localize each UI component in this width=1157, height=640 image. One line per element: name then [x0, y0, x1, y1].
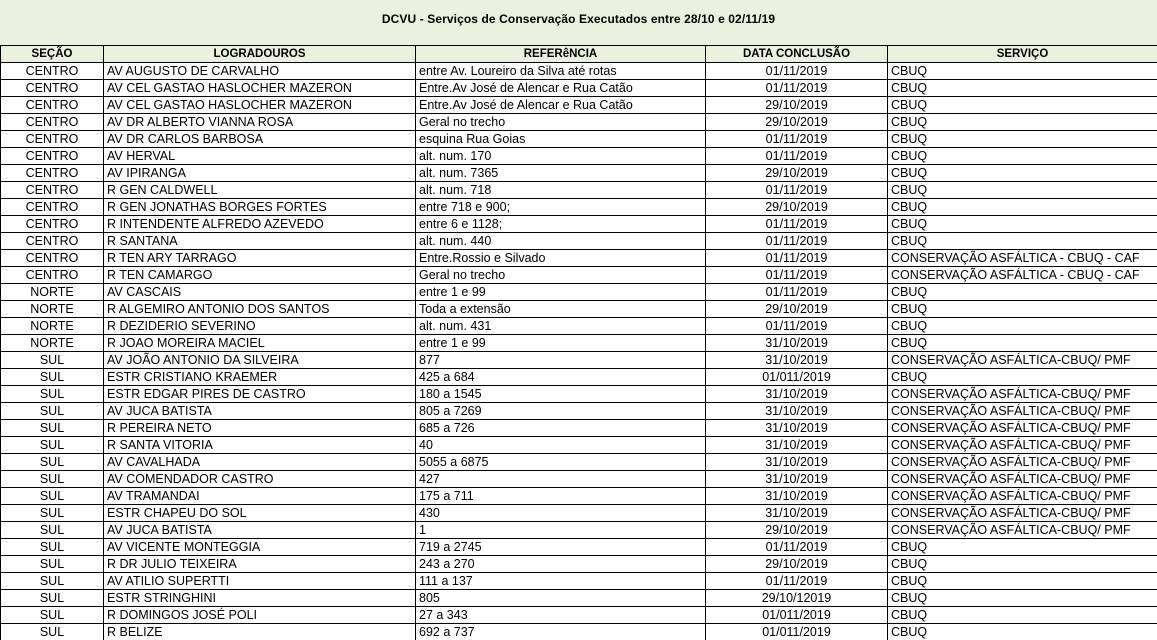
cell-data-conclusao: 01/11/2019: [706, 182, 888, 199]
cell-logradouros: AV CEL GASTAO HASLOCHER MAZERON: [104, 97, 416, 114]
cell-data-conclusao: 29/10/2019: [706, 199, 888, 216]
cell-servico: CBUQ: [888, 318, 1157, 335]
table-row: [1, 420, 1157, 437]
cell-secao: SUL: [1, 386, 104, 403]
cell-data-conclusao: 31/10/2019: [706, 437, 888, 454]
table-row: [1, 182, 1157, 199]
cell-logradouros: R ALGEMIRO ANTONIO DOS SANTOS: [104, 301, 416, 318]
cell-data-conclusao: 01/11/2019: [706, 80, 888, 97]
column-header-logradouros: LOGRADOUROS: [104, 46, 416, 63]
cell-servico: CBUQ: [888, 148, 1157, 165]
cell-secao: CENTRO: [1, 80, 104, 97]
cell-secao: NORTE: [1, 335, 104, 352]
cell-secao: SUL: [1, 505, 104, 522]
cell-logradouros: R SANTANA: [104, 233, 416, 250]
cell-data-conclusao: 01/11/2019: [706, 131, 888, 148]
cell-secao: SUL: [1, 590, 104, 607]
cell-servico: CONSERVAÇÃO ASFÁLTICA-CBUQ/ PMF: [888, 386, 1157, 403]
cell-referencia: 427: [416, 471, 706, 488]
cell-referencia: 180 a 1545: [416, 386, 706, 403]
cell-referencia: esquina Rua Goias: [416, 131, 706, 148]
cell-data-conclusao: 01/11/2019: [706, 318, 888, 335]
cell-logradouros: ESTR STRINGHINI: [104, 590, 416, 607]
column-header-data-conclusao: DATA CONCLUSÃO: [706, 46, 888, 63]
cell-servico: CBUQ: [888, 301, 1157, 318]
cell-servico: CBUQ: [888, 607, 1157, 624]
cell-data-conclusao: 29/10/2019: [706, 556, 888, 573]
table-row: [1, 318, 1157, 335]
table-row: [1, 114, 1157, 131]
cell-servico: CONSERVAÇÃO ASFÁLTICA - CBUQ - CAF: [888, 250, 1157, 267]
cell-data-conclusao: 01/011/2019: [706, 607, 888, 624]
cell-secao: CENTRO: [1, 63, 104, 80]
cell-referencia: 40: [416, 437, 706, 454]
cell-logradouros: ESTR CHAPEU DO SOL: [104, 505, 416, 522]
cell-data-conclusao: 31/10/2019: [706, 335, 888, 352]
cell-data-conclusao: 01/11/2019: [706, 250, 888, 267]
table-row: [1, 267, 1157, 284]
cell-data-conclusao: 29/10/2019: [706, 165, 888, 182]
cell-secao: SUL: [1, 352, 104, 369]
cell-referencia: 692 a 737: [416, 624, 706, 640]
cell-logradouros: R TEN CAMARGO: [104, 267, 416, 284]
cell-referencia: 111 a 137: [416, 573, 706, 590]
cell-secao: CENTRO: [1, 199, 104, 216]
cell-servico: CBUQ: [888, 199, 1157, 216]
table-row: [1, 488, 1157, 505]
cell-referencia: 430: [416, 505, 706, 522]
cell-servico: CBUQ: [888, 590, 1157, 607]
table-row: [1, 590, 1157, 607]
cell-data-conclusao: 31/10/2019: [706, 471, 888, 488]
cell-data-conclusao: 31/10/2019: [706, 505, 888, 522]
cell-servico: CBUQ: [888, 165, 1157, 182]
cell-servico: CBUQ: [888, 131, 1157, 148]
cell-data-conclusao: 29/10/2019: [706, 114, 888, 131]
cell-secao: SUL: [1, 437, 104, 454]
cell-secao: SUL: [1, 488, 104, 505]
cell-servico: CBUQ: [888, 284, 1157, 301]
table-row: [1, 335, 1157, 352]
cell-referencia: alt. num. 170: [416, 148, 706, 165]
cell-secao: NORTE: [1, 301, 104, 318]
cell-referencia: alt. num. 718: [416, 182, 706, 199]
cell-logradouros: R DOMINGOS JOSÉ POLI: [104, 607, 416, 624]
cell-referencia: alt. num. 431: [416, 318, 706, 335]
cell-referencia: entre 6 e 1128;: [416, 216, 706, 233]
report-title: DCVU - Serviços de Conservação Executados entre 28/10 e 02/11/19: [381, 11, 776, 26]
table-row: [1, 301, 1157, 318]
cell-referencia: 175 a 711: [416, 488, 706, 505]
cell-secao: CENTRO: [1, 182, 104, 199]
cell-referencia: entre 1 e 99: [416, 335, 706, 352]
cell-secao: SUL: [1, 607, 104, 624]
table-row: [1, 369, 1157, 386]
cell-secao: SUL: [1, 522, 104, 539]
cell-referencia: 805 a 7269: [416, 403, 706, 420]
cell-logradouros: AV CASCAIS: [104, 284, 416, 301]
cell-logradouros: R GEN JONATHAS BORGES FORTES: [104, 199, 416, 216]
cell-secao: CENTRO: [1, 97, 104, 114]
cell-servico: CBUQ: [888, 114, 1157, 131]
cell-data-conclusao: 01/11/2019: [706, 63, 888, 80]
table-row: [1, 97, 1157, 114]
cell-servico: CBUQ: [888, 573, 1157, 590]
table-row: [1, 63, 1157, 80]
cell-data-conclusao: 31/10/2019: [706, 488, 888, 505]
conservation-table: [0, 45, 1157, 640]
cell-logradouros: R PEREIRA NETO: [104, 420, 416, 437]
table-row: [1, 573, 1157, 590]
cell-logradouros: ESTR EDGAR PIRES DE CASTRO: [104, 386, 416, 403]
table-row: [1, 505, 1157, 522]
cell-servico: CBUQ: [888, 182, 1157, 199]
cell-referencia: Toda a extensão: [416, 301, 706, 318]
header-row: [1, 46, 1157, 63]
cell-servico: CBUQ: [888, 233, 1157, 250]
cell-logradouros: R JOAO MOREIRA MACIEL: [104, 335, 416, 352]
cell-data-conclusao: 31/10/2019: [706, 386, 888, 403]
cell-data-conclusao: 31/10/2019: [706, 420, 888, 437]
cell-data-conclusao: 29/10/12019: [706, 590, 888, 607]
cell-servico: CONSERVAÇÃO ASFÁLTICA-CBUQ/ PMF: [888, 522, 1157, 539]
cell-servico: CONSERVAÇÃO ASFÁLTICA-CBUQ/ PMF: [888, 488, 1157, 505]
cell-data-conclusao: 31/10/2019: [706, 454, 888, 471]
cell-secao: CENTRO: [1, 233, 104, 250]
table-row: [1, 131, 1157, 148]
report-title-band: [0, 0, 1157, 45]
cell-secao: CENTRO: [1, 267, 104, 284]
cell-servico: CONSERVAÇÃO ASFÁLTICA-CBUQ/ PMF: [888, 471, 1157, 488]
cell-data-conclusao: 29/10/2019: [706, 522, 888, 539]
cell-logradouros: AV HERVAL: [104, 148, 416, 165]
cell-logradouros: AV ATILIO SUPERTTI: [104, 573, 416, 590]
cell-logradouros: AV CAVALHADA: [104, 454, 416, 471]
cell-referencia: Geral no trecho: [416, 114, 706, 131]
cell-referencia: alt. num. 440: [416, 233, 706, 250]
cell-logradouros: AV JUCA BATISTA: [104, 522, 416, 539]
cell-referencia: Entre.Av José de Alencar e Rua Catão: [416, 97, 706, 114]
cell-logradouros: AV JUCA BATISTA: [104, 403, 416, 420]
table-row: [1, 556, 1157, 573]
cell-data-conclusao: 31/10/2019: [706, 403, 888, 420]
table-row: [1, 607, 1157, 624]
cell-data-conclusao: 01/011/2019: [706, 624, 888, 640]
table-row: [1, 539, 1157, 556]
cell-referencia: 719 a 2745: [416, 539, 706, 556]
cell-logradouros: AV VICENTE MONTEGGIA: [104, 539, 416, 556]
cell-servico: CONSERVAÇÃO ASFÁLTICA-CBUQ/ PMF: [888, 437, 1157, 454]
cell-logradouros: AV CEL GASTAO HASLOCHER MAZERON: [104, 80, 416, 97]
cell-logradouros: R SANTA VITORIA: [104, 437, 416, 454]
table-row: [1, 522, 1157, 539]
cell-servico: CONSERVAÇÃO ASFÁLTICA-CBUQ/ PMF: [888, 454, 1157, 471]
cell-secao: SUL: [1, 624, 104, 640]
table-row: [1, 454, 1157, 471]
cell-secao: CENTRO: [1, 216, 104, 233]
cell-secao: SUL: [1, 573, 104, 590]
column-header-servico: SERVIÇO: [888, 46, 1157, 63]
table-row: [1, 165, 1157, 182]
cell-logradouros: R BELIZE: [104, 624, 416, 640]
cell-referencia: 425 a 684: [416, 369, 706, 386]
table-row: [1, 233, 1157, 250]
table-row: [1, 199, 1157, 216]
table-row: [1, 216, 1157, 233]
cell-logradouros: AV TRAMANDAI: [104, 488, 416, 505]
cell-logradouros: AV DR CARLOS BARBOSA: [104, 131, 416, 148]
cell-secao: SUL: [1, 369, 104, 386]
cell-referencia: entre 718 e 900;: [416, 199, 706, 216]
cell-data-conclusao: 29/10/2019: [706, 301, 888, 318]
cell-secao: SUL: [1, 539, 104, 556]
cell-data-conclusao: 01/11/2019: [706, 216, 888, 233]
table-row: [1, 471, 1157, 488]
cell-secao: SUL: [1, 556, 104, 573]
cell-secao: CENTRO: [1, 250, 104, 267]
cell-servico: CBUQ: [888, 63, 1157, 80]
cell-secao: CENTRO: [1, 114, 104, 131]
cell-data-conclusao: 01/11/2019: [706, 267, 888, 284]
cell-logradouros: AV JOÃO ANTONIO DA SILVEIRA: [104, 352, 416, 369]
cell-servico: CONSERVAÇÃO ASFÁLTICA - CBUQ - CAF: [888, 267, 1157, 284]
cell-servico: CONSERVAÇÃO ASFÁLTICA-CBUQ/ PMF: [888, 352, 1157, 369]
cell-referencia: 1: [416, 522, 706, 539]
cell-logradouros: AV COMENDADOR CASTRO: [104, 471, 416, 488]
cell-servico: CBUQ: [888, 216, 1157, 233]
cell-data-conclusao: 01/11/2019: [706, 539, 888, 556]
cell-logradouros: R DR JULIO TEIXEIRA: [104, 556, 416, 573]
cell-servico: CBUQ: [888, 97, 1157, 114]
cell-data-conclusao: 31/10/2019: [706, 352, 888, 369]
cell-secao: SUL: [1, 403, 104, 420]
cell-servico: CBUQ: [888, 335, 1157, 352]
cell-logradouros: AV DR ALBERTO VIANNA ROSA: [104, 114, 416, 131]
cell-secao: CENTRO: [1, 131, 104, 148]
cell-referencia: alt. num. 7365: [416, 165, 706, 182]
column-header-secao: SEÇÃO: [1, 46, 104, 63]
table-row: [1, 437, 1157, 454]
table-row: [1, 250, 1157, 267]
cell-data-conclusao: 01/011/2019: [706, 369, 888, 386]
cell-secao: NORTE: [1, 284, 104, 301]
cell-referencia: 27 a 343: [416, 607, 706, 624]
cell-referencia: entre Av. Loureiro da Silva até rotas: [416, 63, 706, 80]
cell-servico: CONSERVAÇÃO ASFÁLTICA-CBUQ/ PMF: [888, 420, 1157, 437]
cell-logradouros: ESTR CRISTIANO KRAEMER: [104, 369, 416, 386]
cell-secao: SUL: [1, 454, 104, 471]
cell-referencia: 5055 a 6875: [416, 454, 706, 471]
cell-logradouros: R GEN CALDWELL: [104, 182, 416, 199]
cell-data-conclusao: 01/11/2019: [706, 284, 888, 301]
table-body: [1, 63, 1157, 640]
column-header-referencia: REFERêNCIA: [416, 46, 706, 63]
cell-servico: CONSERVAÇÃO ASFÁLTICA-CBUQ/ PMF: [888, 403, 1157, 420]
cell-secao: CENTRO: [1, 165, 104, 182]
table-row: [1, 624, 1157, 640]
table-row: [1, 386, 1157, 403]
cell-referencia: 877: [416, 352, 706, 369]
cell-referencia: 805: [416, 590, 706, 607]
table-row: [1, 80, 1157, 97]
cell-referencia: Entre.Rossio e Silvado: [416, 250, 706, 267]
cell-servico: CONSERVAÇÃO ASFÁLTICA-CBUQ/ PMF: [888, 505, 1157, 522]
cell-referencia: Entre.Av José de Alencar e Rua Catão: [416, 80, 706, 97]
cell-referencia: 685 a 726: [416, 420, 706, 437]
table-row: [1, 352, 1157, 369]
cell-logradouros: AV IPIRANGA: [104, 165, 416, 182]
cell-referencia: 243 a 270: [416, 556, 706, 573]
cell-servico: CBUQ: [888, 624, 1157, 640]
cell-referencia: entre 1 e 99: [416, 284, 706, 301]
cell-secao: SUL: [1, 471, 104, 488]
cell-secao: NORTE: [1, 318, 104, 335]
cell-logradouros: R TEN ARY TARRAGO: [104, 250, 416, 267]
cell-servico: CBUQ: [888, 556, 1157, 573]
cell-servico: CBUQ: [888, 539, 1157, 556]
cell-servico: CBUQ: [888, 369, 1157, 386]
cell-data-conclusao: 01/11/2019: [706, 148, 888, 165]
cell-secao: SUL: [1, 420, 104, 437]
cell-secao: CENTRO: [1, 148, 104, 165]
cell-logradouros: R DEZIDERIO SEVERINO: [104, 318, 416, 335]
cell-logradouros: R INTENDENTE ALFREDO AZEVEDO: [104, 216, 416, 233]
cell-logradouros: AV AUGUSTO DE CARVALHO: [104, 63, 416, 80]
table-row: [1, 403, 1157, 420]
cell-data-conclusao: 01/11/2019: [706, 233, 888, 250]
cell-data-conclusao: 29/10/2019: [706, 97, 888, 114]
table-row: [1, 148, 1157, 165]
cell-data-conclusao: 01/11/2019: [706, 573, 888, 590]
cell-servico: CBUQ: [888, 80, 1157, 97]
cell-referencia: Geral no trecho: [416, 267, 706, 284]
table-row: [1, 284, 1157, 301]
